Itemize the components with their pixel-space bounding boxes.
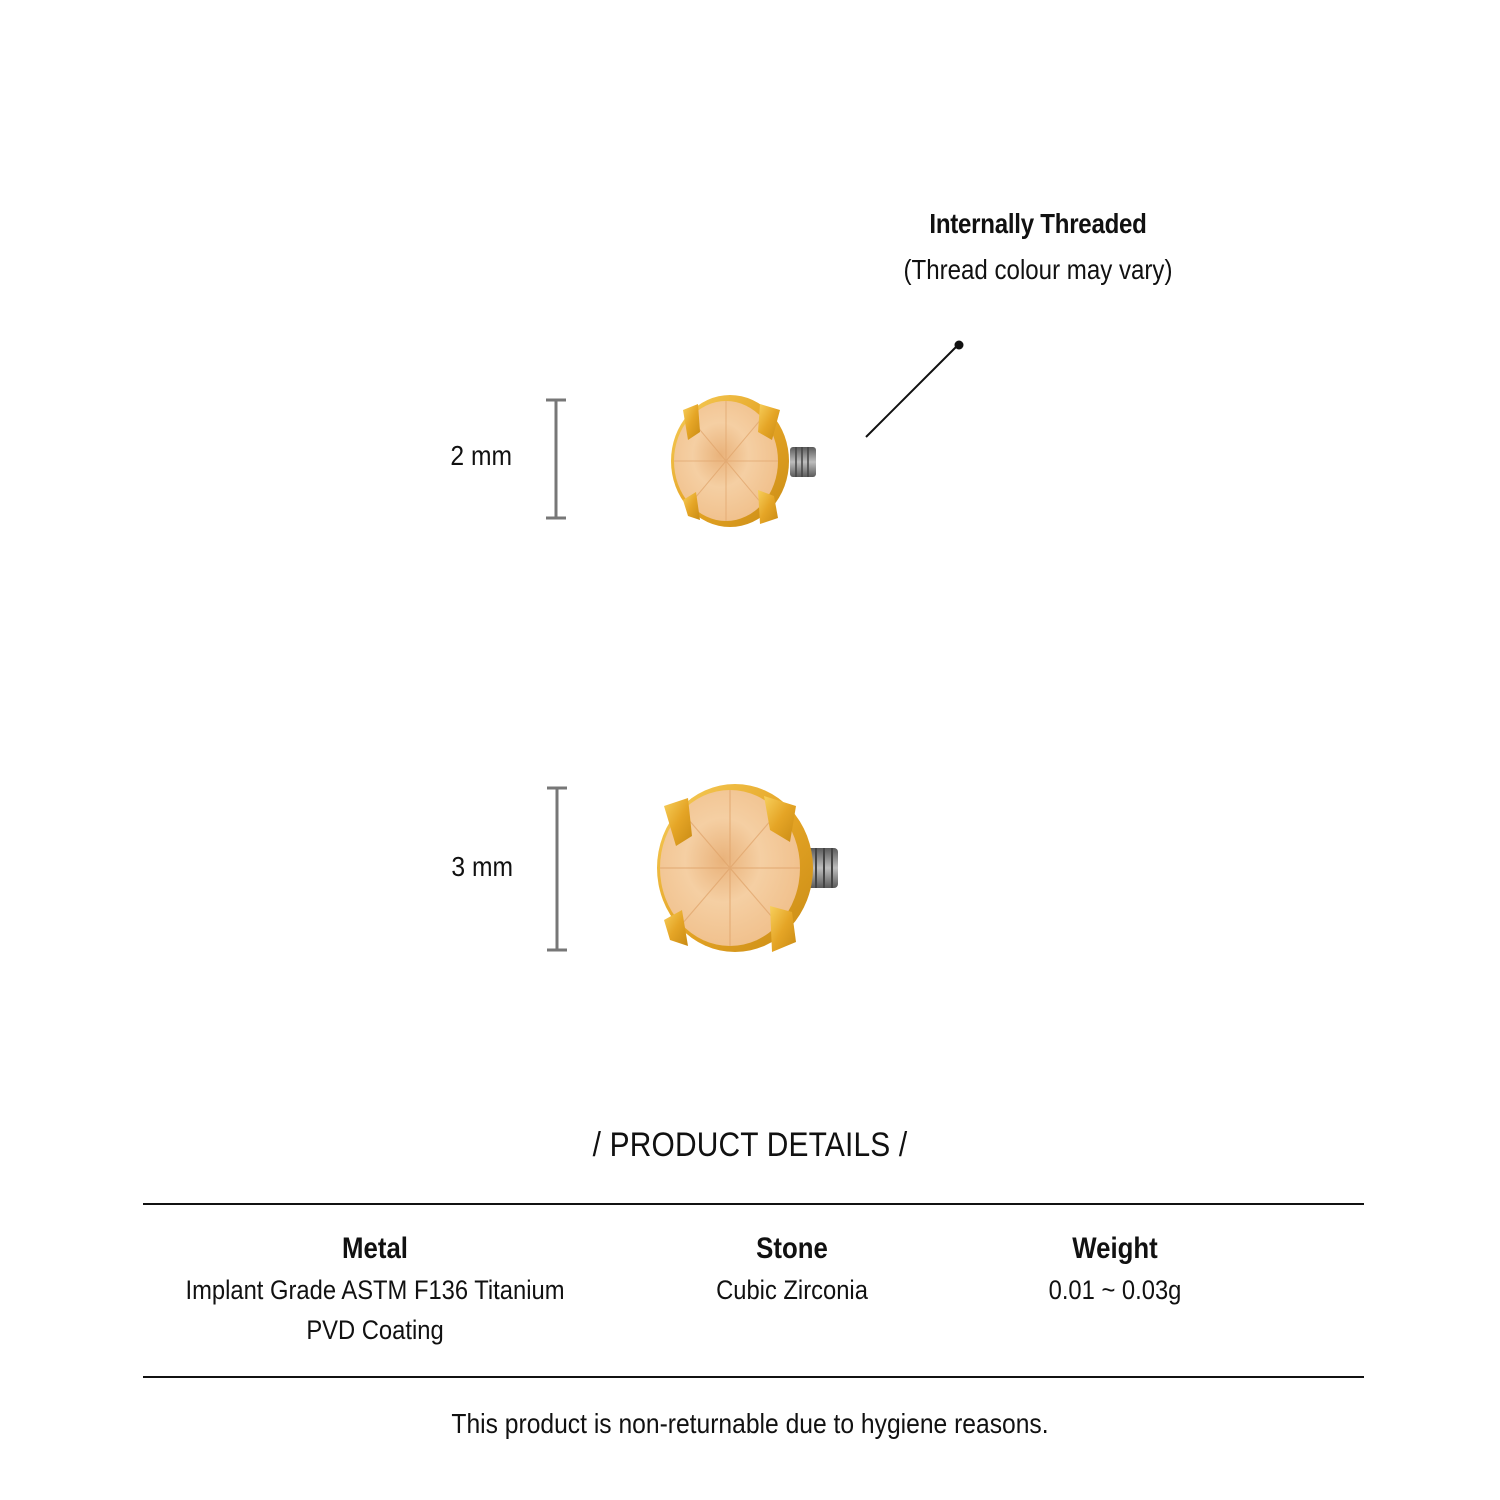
stone-value: Cubic Zirconia bbox=[716, 1275, 868, 1305]
dimension-bar-large bbox=[547, 788, 567, 950]
metal-heading: Metal bbox=[342, 1232, 408, 1265]
weight-value: 0.01 ~ 0.03g bbox=[1048, 1275, 1182, 1305]
detail-stone bbox=[592, 1232, 992, 1310]
thread-post-small bbox=[790, 447, 816, 477]
metal-value: Implant Grade ASTM F136 Titanium bbox=[185, 1275, 565, 1305]
divider-bottom bbox=[143, 1376, 1364, 1378]
detail-metal bbox=[125, 1232, 625, 1350]
detail-weight bbox=[965, 1232, 1265, 1310]
stone-heading: Stone bbox=[756, 1232, 828, 1265]
divider-top bbox=[143, 1203, 1364, 1205]
stud-2mm-image bbox=[671, 395, 816, 527]
callout-subtitle: (Thread colour may vary) bbox=[903, 254, 1173, 285]
stud-3mm-image bbox=[657, 784, 838, 952]
size-label-large: 3 mm bbox=[451, 851, 513, 882]
size-label-small: 2 mm bbox=[450, 440, 512, 471]
return-policy-note: This product is non-returnable due to hygiene reasons. bbox=[451, 1408, 1049, 1439]
section-title: / PRODUCT DETAILS / bbox=[592, 1126, 908, 1164]
metal-coating: PVD Coating bbox=[306, 1315, 444, 1345]
callout-title: Internally Threaded bbox=[929, 208, 1147, 239]
callout-pointer bbox=[866, 341, 964, 438]
weight-heading: Weight bbox=[1072, 1232, 1158, 1265]
dimension-bar-small bbox=[546, 400, 566, 518]
